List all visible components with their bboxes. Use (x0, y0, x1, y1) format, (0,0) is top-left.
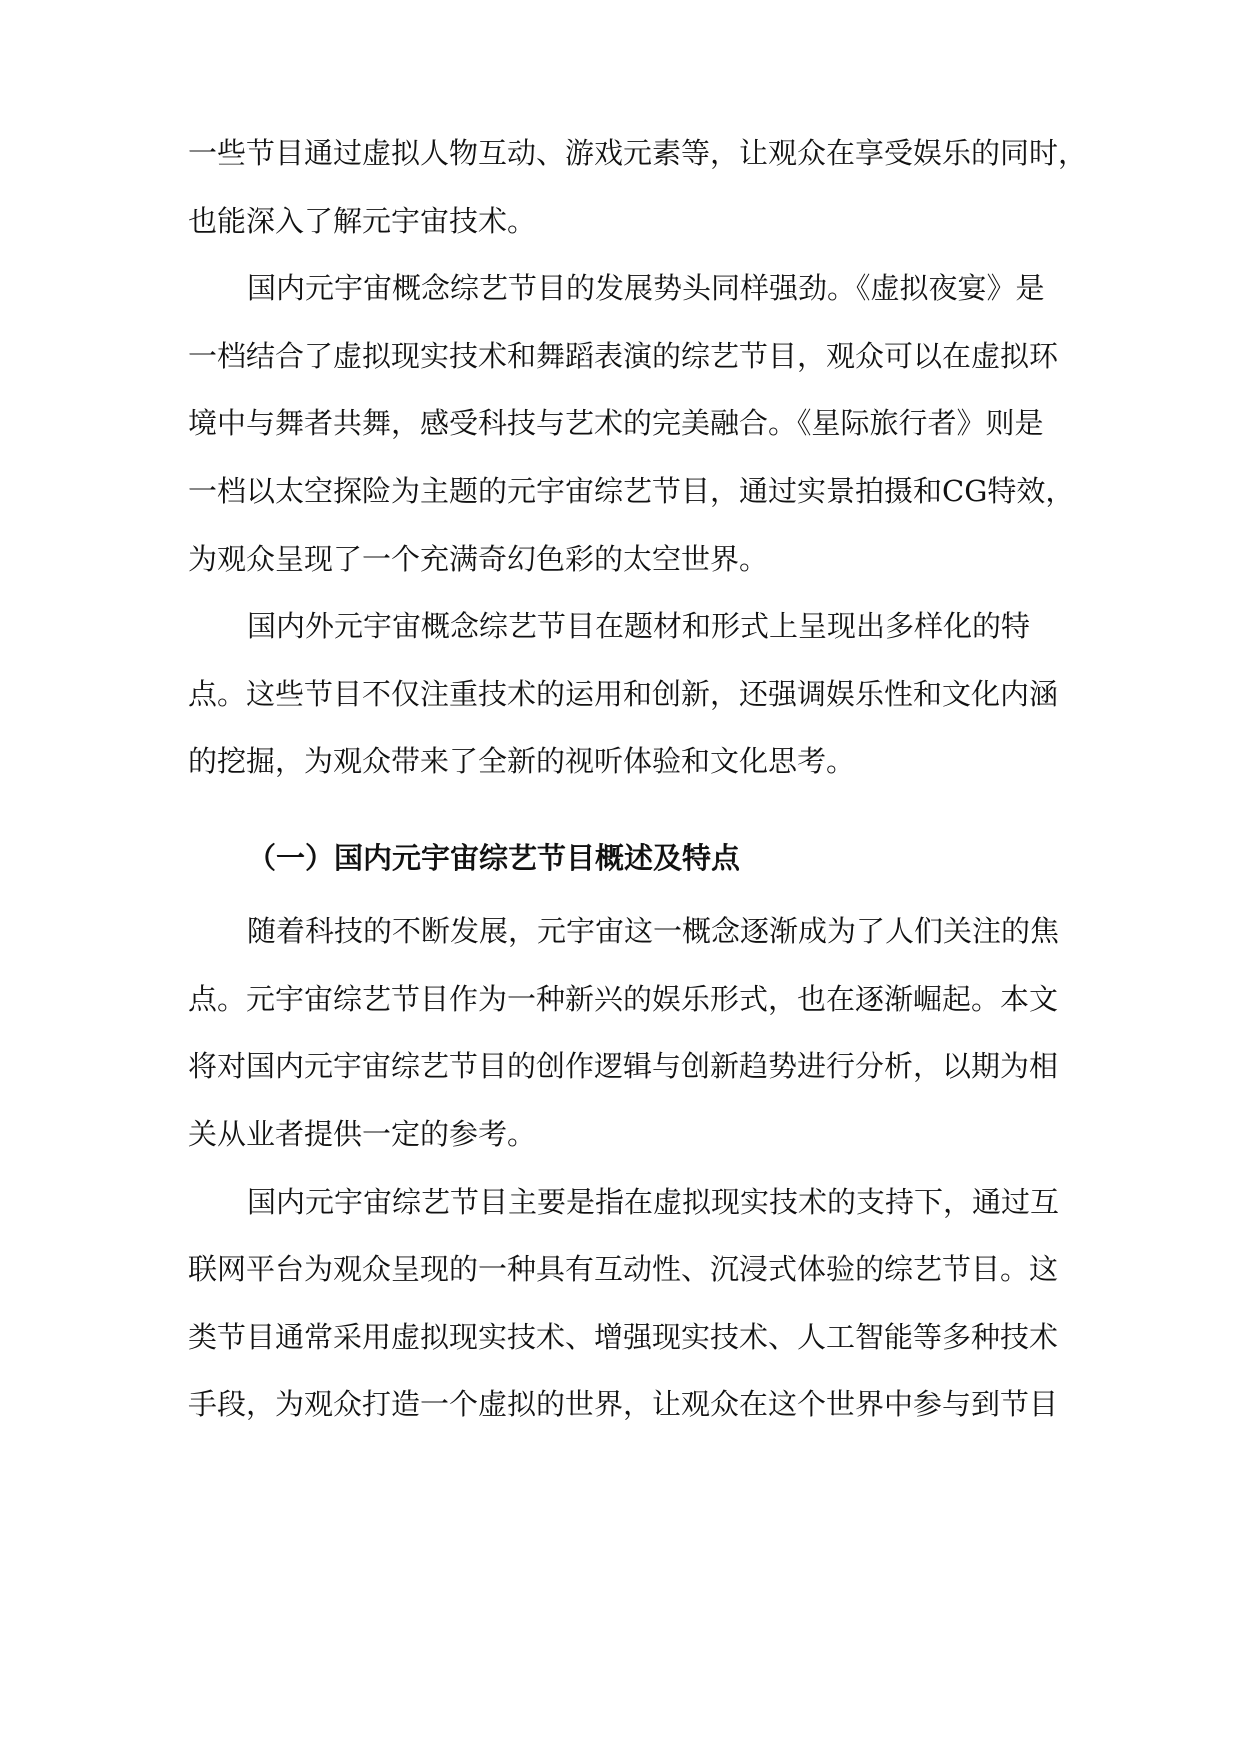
paragraph-4-line-4: 关从业者提供一定的参考。 (188, 1117, 537, 1151)
paragraph-5-line-2: 联网平台为观众呈现的一种具有互动性、沉浸式体验的综艺节目。这 (188, 1252, 1059, 1286)
paragraph-1-line-2: 也能深入了解元宇宙技术。 (188, 204, 537, 238)
paragraph-2-line-4: 一档以太空探险为主题的元宇宙综艺节目，通过实景拍摄和CG特效， (188, 474, 1075, 508)
section-heading: （一）国内元宇宙综艺节目概述及特点 (247, 841, 741, 875)
paragraph-4-line-1: 随着科技的不断发展，元宇宙这一概念逐渐成为了人们关注的焦 (247, 914, 1060, 948)
paragraph-2-line-2: 一档结合了虚拟现实技术和舞蹈表演的综艺节目，观众可以在虚拟环 (188, 339, 1059, 373)
paragraph-5-line-1: 国内元宇宙综艺节目主要是指在虚拟现实技术的支持下，通过互 (247, 1185, 1060, 1219)
paragraph-2-line-1: 国内元宇宙概念综艺节目的发展势头同样强劲。《虚拟夜宴》是 (247, 271, 1045, 305)
paragraph-4-line-3: 将对国内元宇宙综艺节目的创作逻辑与创新趋势进行分析，以期为相 (188, 1049, 1059, 1083)
paragraph-1-line-1: 一些节目通过虚拟人物互动、游戏元素等，让观众在享受娱乐的同时， (188, 136, 1088, 170)
paragraph-3-line-2: 点。这些节目不仅注重技术的运用和创新，还强调娱乐性和文化内涵 (188, 677, 1059, 711)
paragraph-5-line-3: 类节目通常采用虚拟现实技术、增强现实技术、人工智能等多种技术 (188, 1320, 1059, 1354)
paragraph-2-line-5: 为观众呈现了一个充满奇幻色彩的太空世界。 (188, 542, 769, 576)
paragraph-4-line-2: 点。元宇宙综艺节目作为一种新兴的娱乐形式，也在逐渐崛起。本文 (188, 982, 1059, 1016)
paragraph-2-line-3: 境中与舞者共舞，感受科技与艺术的完美融合。《星际旅行者》则是 (188, 406, 1044, 440)
paragraph-3-line-1: 国内外元宇宙概念综艺节目在题材和形式上呈现出多样化的特 (247, 609, 1031, 643)
paragraph-3-line-3: 的挖掘，为观众带来了全新的视听体验和文化思考。 (188, 744, 856, 778)
paragraph-5-line-4: 手段，为观众打造一个虚拟的世界，让观众在这个世界中参与到节目 (188, 1387, 1059, 1421)
